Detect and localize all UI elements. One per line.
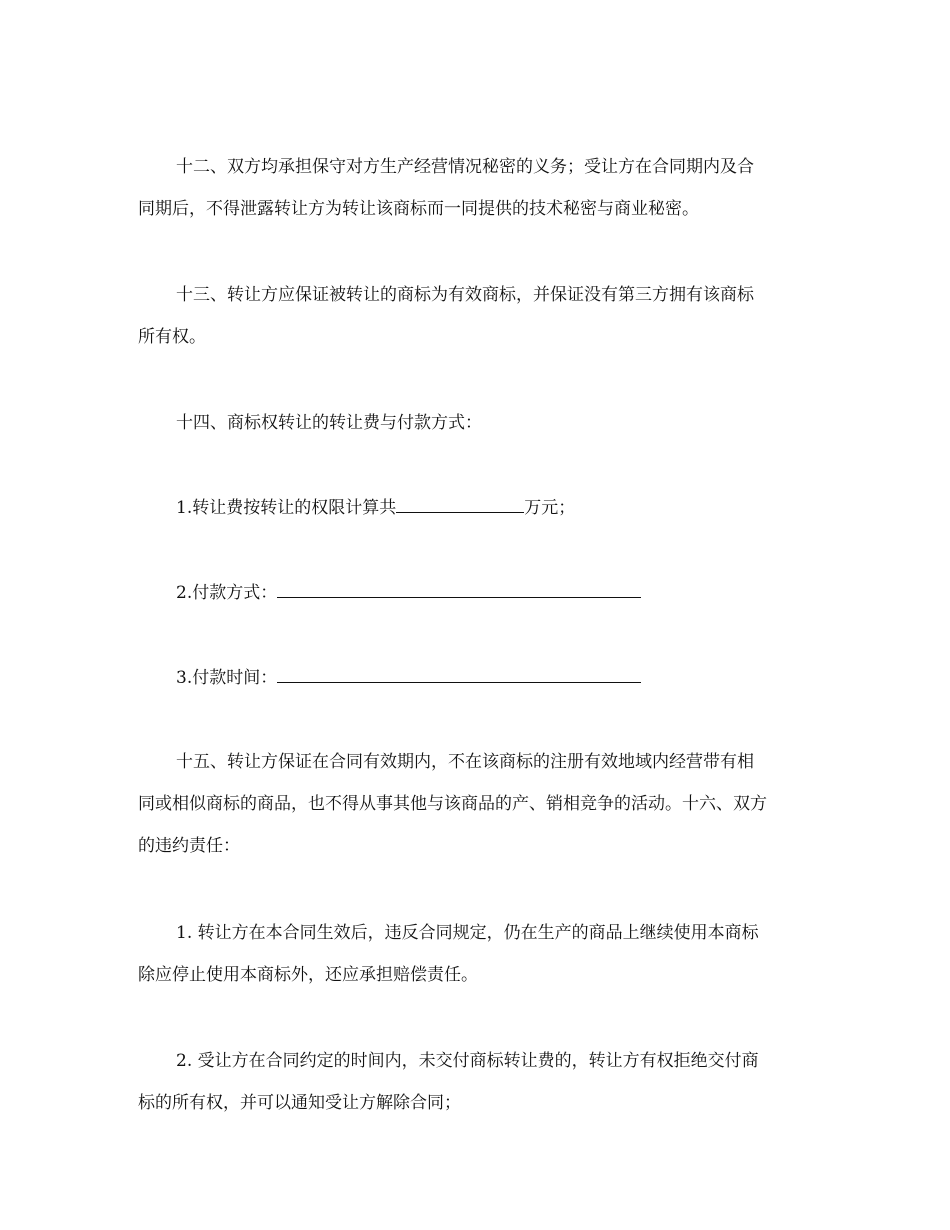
clause-16-item-1 (138, 912, 812, 996)
payment-time-line (176, 657, 641, 699)
clause-15 (138, 741, 812, 867)
payment-method-line (176, 572, 641, 614)
transfer-fee-label: 1.转让费按转让的权限计算共 (176, 498, 397, 518)
payment-method-label: 2.付款方式： (176, 583, 278, 603)
clause-14-heading (138, 402, 812, 444)
clause-13-line-1: 十三、转让方应保证被转让的商标为有效商标，并保证没有第三方拥有该商标 (176, 285, 754, 305)
payment-time-label: 3.付款时间： (176, 668, 278, 688)
clause-12-line-2: 同期后，不得泄露转让方为转让该商标而一同提供的技术秘密与商业秘密。 (138, 199, 699, 219)
clause-15-line-2: 同或相似商标的商品，也不得从事其他与该商品的产、销相竞争的活动。十六、双方 (138, 794, 767, 814)
payment-method-blank[interactable] (277, 596, 641, 598)
clause-16-item-2-line-2: 标的所有权，并可以通知受让方解除合同； (138, 1093, 461, 1113)
transfer-fee-unit: 万元； (524, 498, 576, 518)
clause-15-line-3: 的违约责任： (138, 836, 240, 856)
clause-13-line-2: 所有权。 (138, 327, 206, 347)
clause-16-item-1-line-2: 除应停止使用本商标外，还应承担赔偿责任。 (138, 965, 478, 985)
clause-12 (138, 146, 812, 230)
clause-16-item-2-line-1: 2. 受让方在合同约定的时间内，未交付商标转让费的，转让方有权拒绝交付商 (176, 1051, 759, 1071)
payment-time-blank[interactable] (277, 681, 641, 683)
clause-14-heading-text: 十四、商标权转让的转让费与付款方式： (176, 413, 482, 433)
clause-13 (138, 274, 812, 358)
clause-16-item-1-line-1: 1. 转让方在本合同生效后，违反合同规定，仍在生产的商品上继续使用本商标 (176, 923, 759, 943)
clause-16-item-2 (138, 1040, 812, 1124)
transfer-fee-blank[interactable] (396, 511, 524, 513)
transfer-fee-line (176, 487, 575, 529)
clause-12-line-1: 十二、双方均承担保守对方生产经营情况秘密的义务；受让方在合同期内及合 (176, 157, 754, 177)
clause-15-line-1: 十五、转让方保证在合同有效期内，不在该商标的注册有效地域内经营带有相 (176, 752, 754, 772)
